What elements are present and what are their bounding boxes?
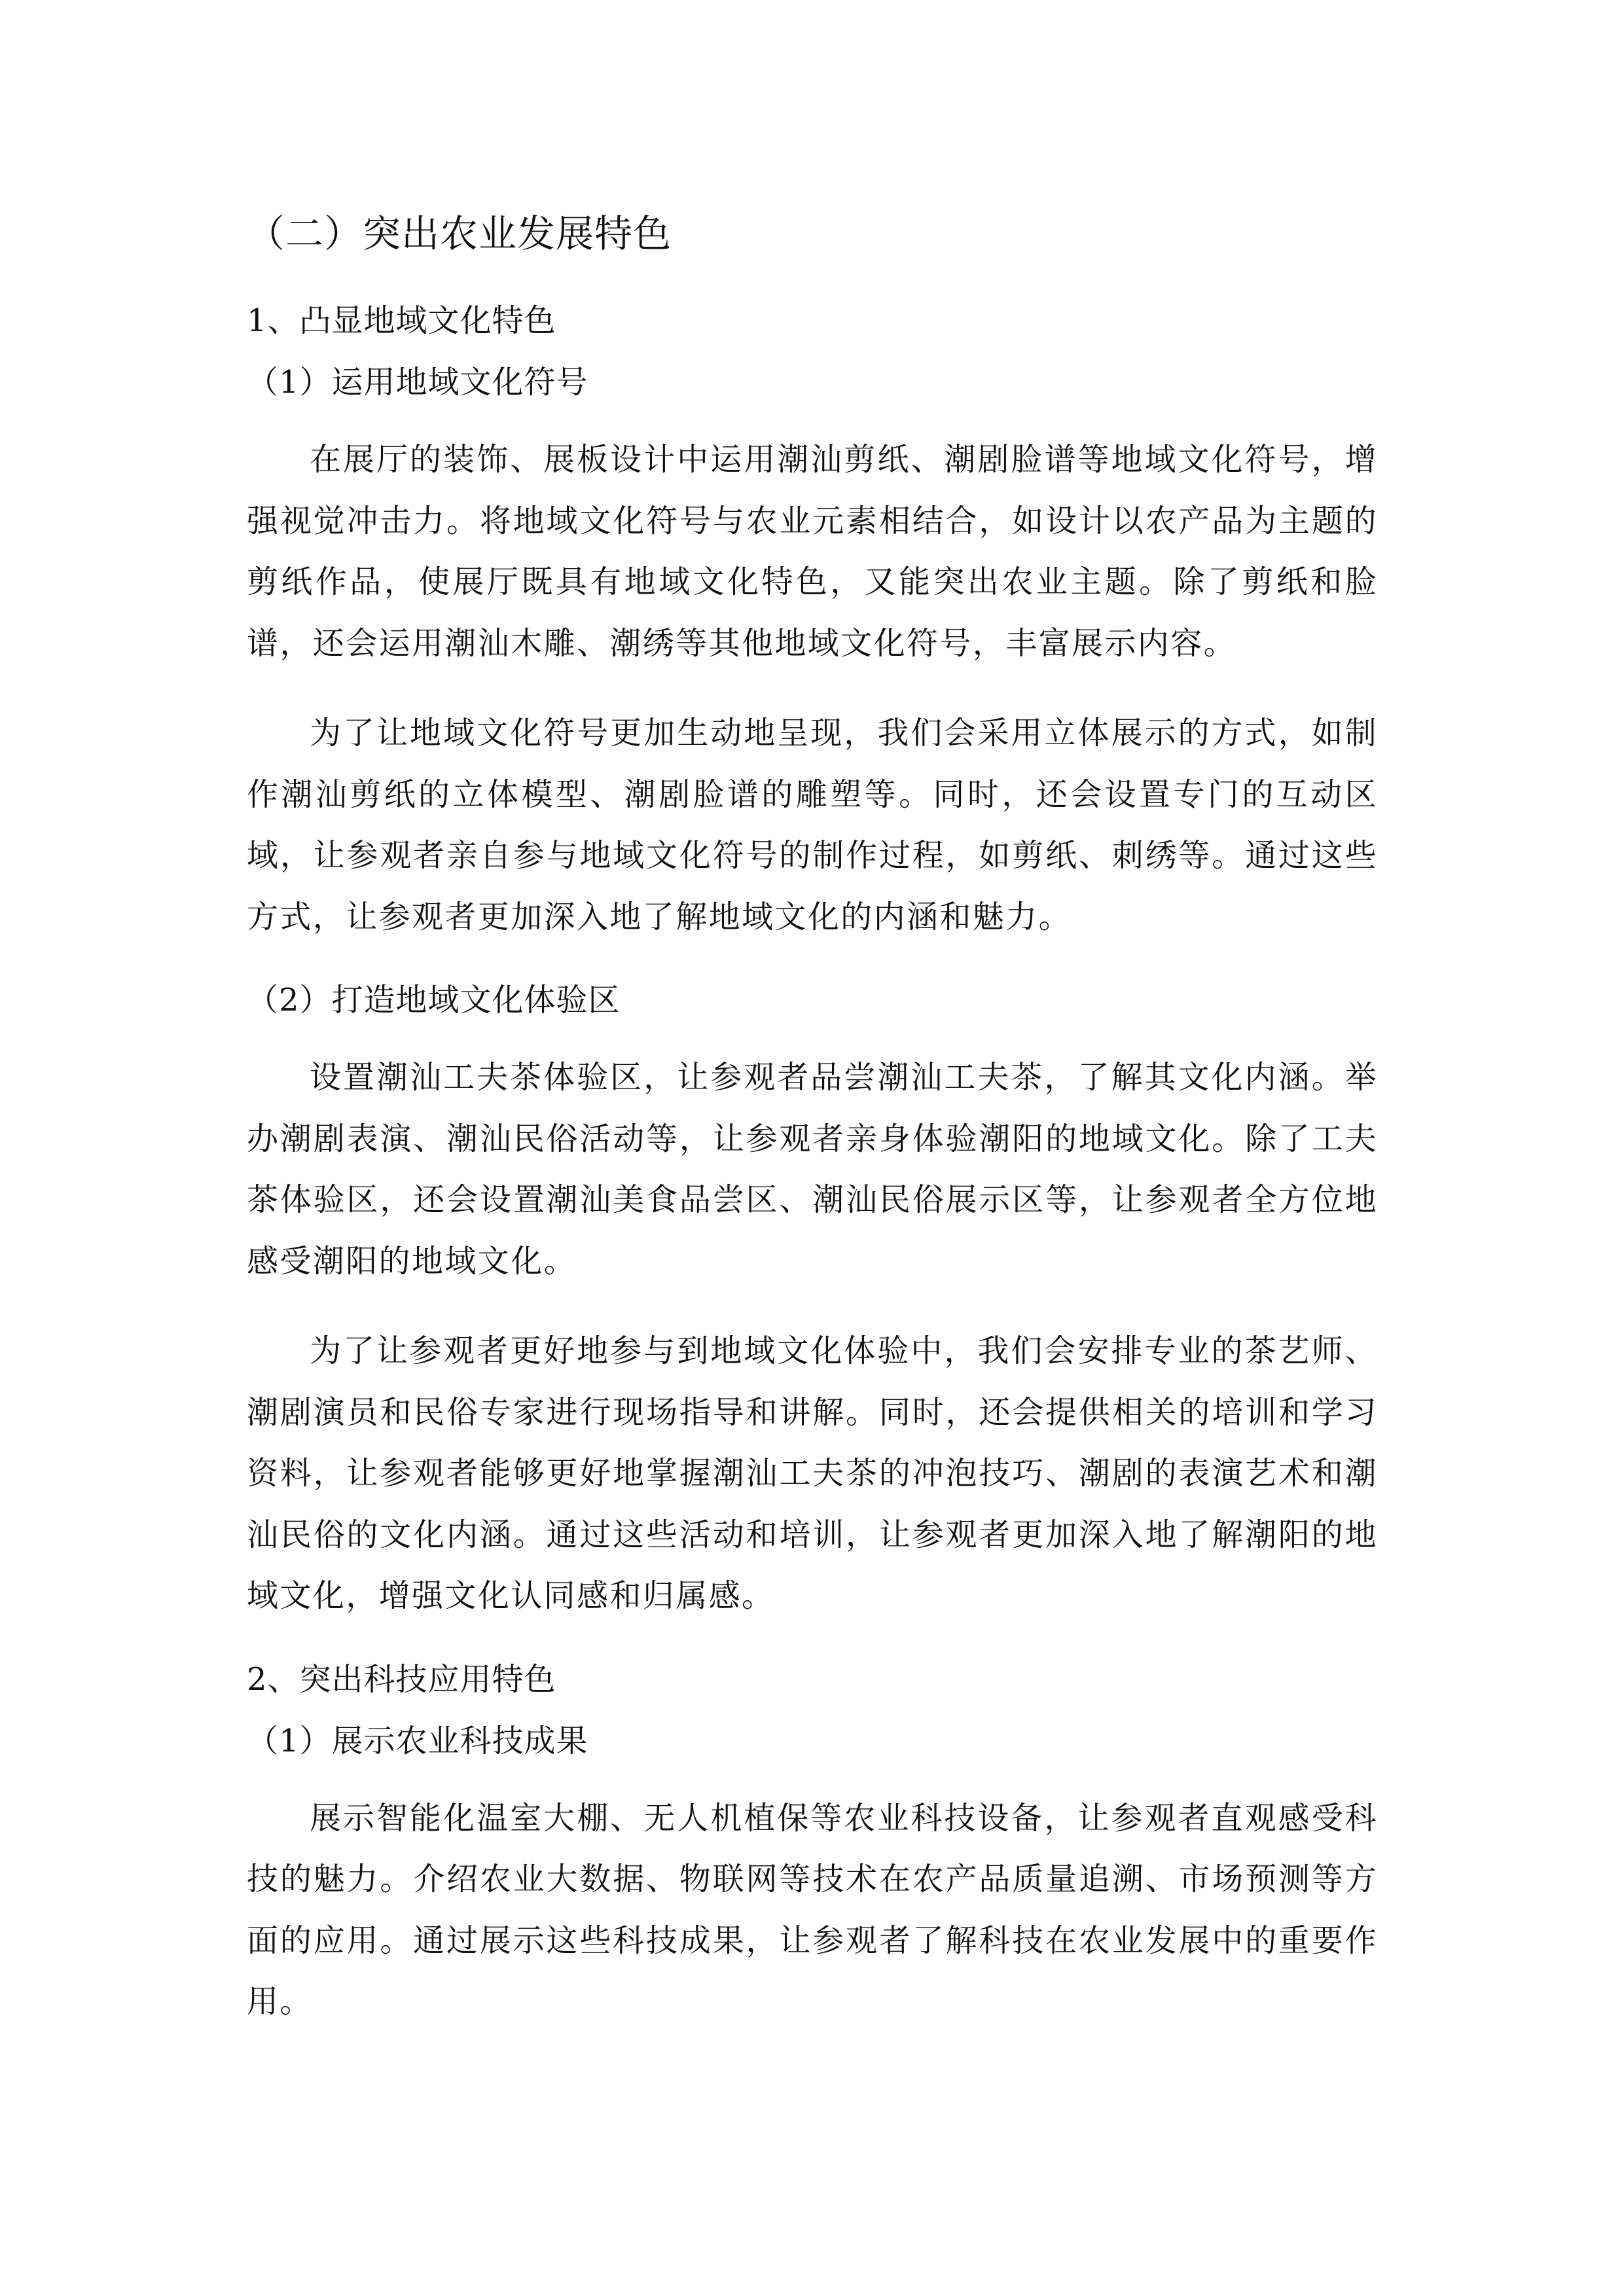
sub-subsection-heading: （1）展示农业科技成果 xyxy=(247,1722,588,1759)
section-title: （二）突出农业发展特色 xyxy=(247,211,672,256)
paragraph: 设置潮汕工夫茶体验区，让参观者品尝潮汕工夫茶，了解其文化内涵。举办潮剧表演、潮汕民俗活动等，让参观者亲身体验潮阳的地域文化。除了工夫茶体验区，还会设置潮汕美食品尝区、潮汕民俗展示区等，让参观者全方位地感受潮阳的地域文化。 xyxy=(247,1059,1378,1280)
sub-subsection-heading: （1）运用地域文化符号 xyxy=(247,364,588,401)
subsection-heading: 2、突出科技应用特色 xyxy=(247,1660,556,1698)
paragraph: 为了让参观者更好地参与到地域文化体验中，我们会安排专业的茶艺师、潮剧演员和民俗专家进行现场指导和讲解。同时，还会提供相关的培训和学习资料，让参观者能够更好地掌握潮汕工夫茶的冲泡技巧、潮剧的表演艺术和潮汕民俗的文化内涵。通过这些活动和培训，让参观者更加深入地了解潮阳的地域文化，增强文化认同感和归属感。 xyxy=(247,1333,1378,1614)
subsection-heading: 1、凸显地域文化特色 xyxy=(247,302,556,339)
paragraph: 展示智能化温室大棚、无人机植保等农业科技设备，让参观者直观感受科技的魅力。介绍农业大数据、物联网等技术在农产品质量追溯、市场预测等方面的应用。通过展示这些科技成果，让参观者了解科技在农业发展中的重要作用。 xyxy=(247,1799,1378,2020)
paragraph: 在展厅的装饰、展板设计中运用潮汕剪纸、潮剧脸谱等地域文化符号，增强视觉冲击力。将地域文化符号与农业元素相结合，如设计以农产品为主题的剪纸作品，使展厅既具有地域文化特色，又能突出农业主题。除了剪纸和脸谱，还会运用潮汕木雕、潮绣等其他地域文化符号，丰富展示内容。 xyxy=(247,441,1378,662)
document-body xyxy=(247,207,1378,2062)
sub-subsection-heading: （2）打造地域文化体验区 xyxy=(247,982,621,1018)
paragraph: 为了让地域文化符号更加生动地呈现，我们会采用立体展示的方式，如制作潮汕剪纸的立体模型、潮剧脸谱的雕塑等。同时，还会设置专门的互动区域，让参观者亲自参与地域文化符号的制作过程，如剪纸、刺绣等。通过这些方式，让参观者更加深入地了解地域文化的内涵和魅力。 xyxy=(247,715,1378,935)
